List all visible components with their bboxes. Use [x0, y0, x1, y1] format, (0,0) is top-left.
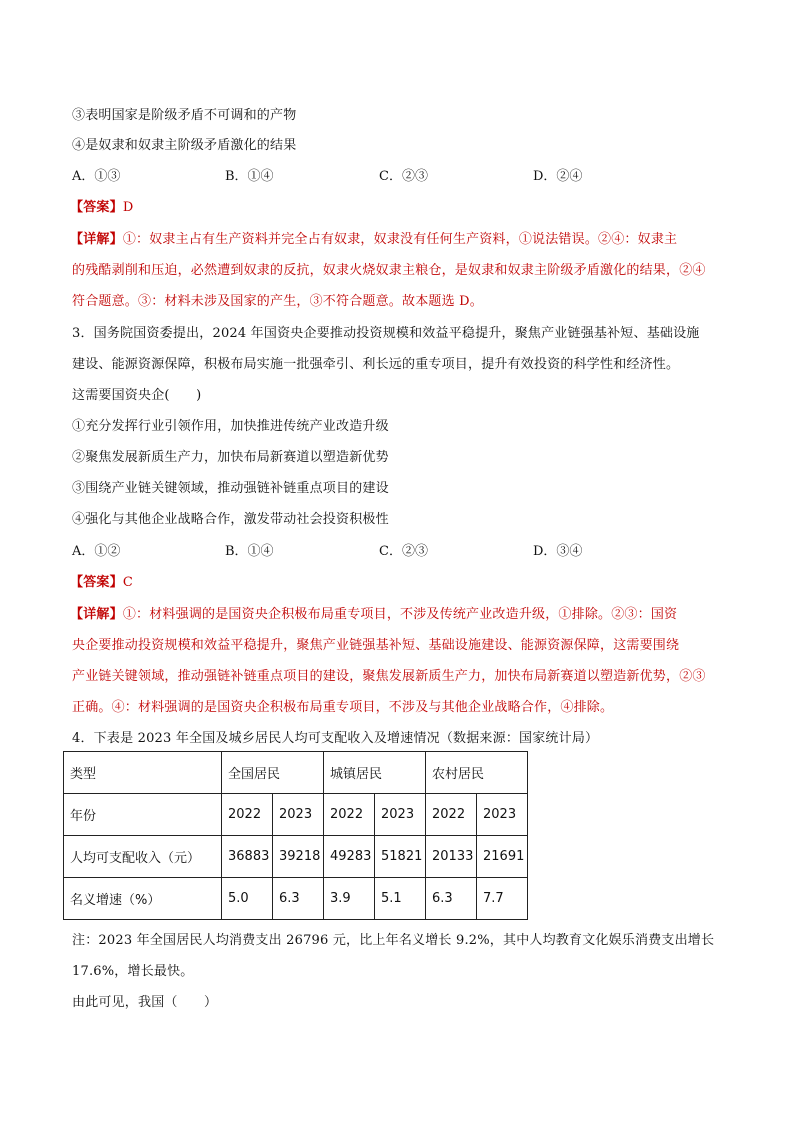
table-cell: 2023	[477, 794, 528, 836]
table-cell: 名义增速（%）	[64, 878, 222, 920]
table-cell: 5.0	[222, 878, 273, 920]
detail-text: ①：材料强调的是国资央企积极布局重专项目，不涉及传统产业改造升级，①排除。②③：国资	[122, 607, 678, 622]
table-cell: 5.1	[375, 878, 426, 920]
answer-value: D	[122, 200, 134, 215]
q3-option-2: ②聚焦发展新质生产力，加快布局新赛道以塑造新优势	[72, 450, 389, 465]
table-cell: 2023	[273, 794, 324, 836]
q2-detail-line-2: 的残酷剥削和压迫，必然遭到奴隶的反抗，奴隶火烧奴隶主粮仓，是奴隶和奴隶主阶级矛盾激化的结果，②④	[72, 263, 706, 278]
table-cell: 3.9	[324, 878, 375, 920]
q2-choice-a: A．①③	[72, 169, 121, 184]
table-row	[64, 752, 528, 794]
detail-tag: 【详解】	[70, 607, 123, 622]
table-cell: 39218	[273, 836, 324, 878]
table-cell: 20133	[426, 836, 477, 878]
table-cell: 36883	[222, 836, 273, 878]
q2-choices	[72, 165, 712, 185]
table-cell: 21691	[477, 836, 528, 878]
q3-option-1: ①充分发挥行业引领作用，加快推进传统产业改造升级	[72, 419, 389, 434]
table-cell: 人均可支配收入（元）	[64, 836, 222, 878]
q4-note-line-2: 17.6%，增长最快。	[72, 964, 194, 979]
q3-choice-c: C．②③	[379, 544, 428, 559]
table-cell: 2023	[375, 794, 426, 836]
q4-stem: 4．下表是 2023 年全国及城乡居民人均可支配收入及增速情况（数据来源：国家统计局）	[72, 731, 599, 746]
q3-detail-line-4: 正确。④：材料强调的是国资央企积极布局重专项目，不涉及与其他企业战略合作，④排除。	[72, 700, 614, 715]
table-cell: 7.7	[477, 878, 528, 920]
q2-detail-line-1	[70, 228, 677, 247]
q3-stem-line-2: 建设、能源资源保障，积极布局实施一批强牵引、利长远的重专项目，提升有效投资的科学性和经济性。	[72, 357, 680, 372]
q3-stem-line-1: 3．国务院国资委提出，2024 年国资央企要推动投资规模和效益平稳提升，聚焦产业链强基补短、基础设施	[72, 326, 700, 341]
table-cell: 类型	[64, 752, 222, 794]
q2-choice-b: B．①④	[225, 169, 274, 184]
q2-option-3: ③表明国家是阶级矛盾不可调和的产物	[72, 108, 297, 123]
table-cell: 6.3	[426, 878, 477, 920]
table-cell: 2022	[222, 794, 273, 836]
q3-choice-a: A．①②	[72, 544, 121, 559]
answer-value: C	[122, 575, 133, 590]
table-row	[64, 794, 528, 836]
detail-tag: 【详解】	[70, 232, 123, 247]
q3-detail-line-1	[70, 603, 677, 622]
income-table	[63, 751, 528, 920]
q2-choice-c: C．②③	[379, 169, 428, 184]
q3-stem-line-3: 这需要国资央企( )	[72, 388, 202, 403]
table-cell: 年份	[64, 794, 222, 836]
q2-choice-d: D．②④	[533, 169, 583, 184]
q3-option-3: ③围绕产业链关键领域，推动强链补链重点项目的建设	[72, 481, 389, 496]
table-cell: 2022	[324, 794, 375, 836]
table-cell: 2022	[426, 794, 477, 836]
table-cell: 49283	[324, 836, 375, 878]
table-cell: 农村居民	[426, 752, 528, 794]
detail-text: ①：奴隶主占有生产资料并完全占有奴隶，奴隶没有任何生产资料，①说法错误。②④：奴隶主	[122, 232, 678, 247]
q2-detail-line-3: 符合题意。③：材料未涉及国家的产生，③不符合题意。故本题选 D。	[72, 294, 483, 309]
q4-note-line-1: 注：2023 年全国居民人均消费支出 26796 元，比上年名义增长 9.2%，其中人均教育文化娱乐消费支出增长	[72, 933, 715, 948]
answer-tag: 【答案】	[70, 200, 123, 215]
q2-option-4: ④是奴隶和奴隶主阶级矛盾激化的结果	[72, 138, 297, 153]
q3-choice-b: B．①④	[225, 544, 274, 559]
answer-tag: 【答案】	[70, 575, 123, 590]
q3-answer	[70, 571, 133, 590]
q4-tail: 由此可见，我国（ ）	[72, 995, 218, 1010]
table-cell: 6.3	[273, 878, 324, 920]
table-row	[64, 836, 528, 878]
q2-answer	[70, 196, 133, 215]
q3-option-4: ④强化与其他企业战略合作，激发带动社会投资积极性	[72, 512, 389, 527]
table-row	[64, 878, 528, 920]
q3-choices	[72, 540, 712, 560]
q3-choice-d: D．③④	[533, 544, 583, 559]
q3-detail-line-2: 央企要推动投资规模和效益平稳提升，聚焦产业链强基补短、基础设施建设、能源资源保障，这需要围绕	[72, 638, 680, 653]
table-cell: 城镇居民	[324, 752, 426, 794]
table-cell: 51821	[375, 836, 426, 878]
q3-detail-line-3: 产业链关键领域，推动强链补链重点项目的建设，聚焦发展新质生产力，加快布局新赛道以塑造新优势，②③	[72, 669, 706, 684]
table-cell: 全国居民	[222, 752, 324, 794]
